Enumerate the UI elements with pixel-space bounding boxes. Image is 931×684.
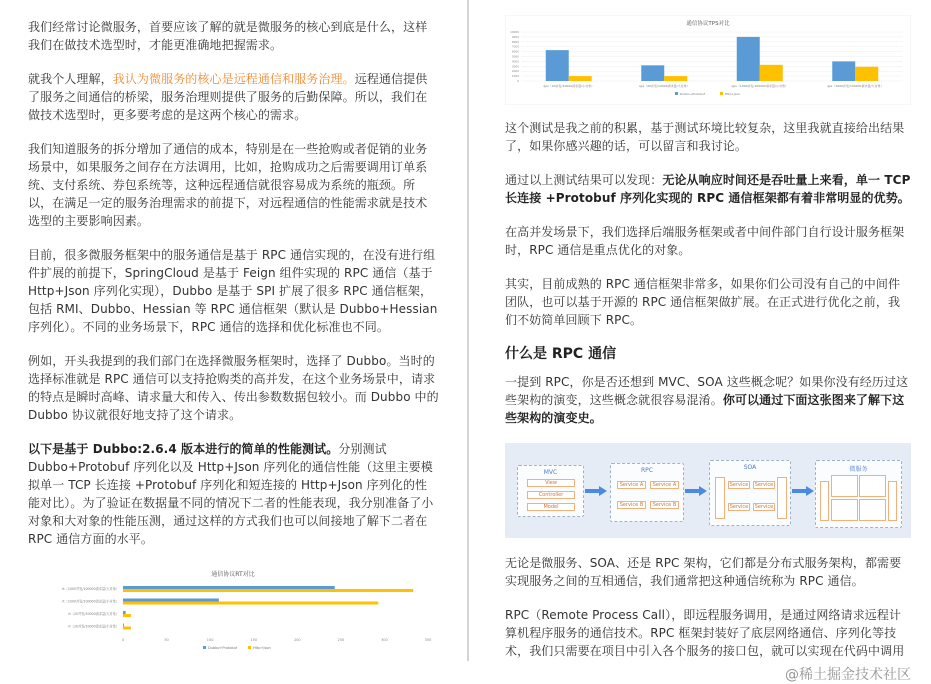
- soa-box: [709, 460, 791, 526]
- microservice-title: 微服务: [849, 466, 868, 473]
- bar-http-json: [123, 614, 131, 617]
- highlight-text: 我认为微服务的核心是远程通信和服务治理。: [112, 72, 355, 86]
- controller-box: Controller: [527, 491, 575, 499]
- service-box: Service A: [650, 481, 679, 489]
- rpc-title: RPC: [641, 467, 653, 474]
- x-category-label: qps（20并发/10000请求量/小对象）: [543, 84, 595, 88]
- text: 就我个人理解，: [28, 72, 113, 86]
- paragraph: RPC（Remote Process Call），即远程服务调用，是通过网络请求远程计算机程序服务的通信技术。RPC 框架封装好了底层网络通信、序列化等技术，我们只需要在项目中引入各个服务的接口包，就可以实现在代码中调用: [505, 608, 905, 658]
- right-page: [469, 0, 931, 683]
- chart-title: 通信协议TPS对比: [686, 21, 730, 27]
- legend-swatch: [203, 646, 206, 649]
- bus-box: [777, 477, 787, 519]
- y-tick-label: 4000: [511, 59, 519, 64]
- paragraph: 我们经常讨论微服务，首要应该了解的就是微服务的核心到底是什么，这样我们在做技术选型时，才能更准确地把握需求。: [28, 20, 428, 52]
- bar-dubbo-protobuf: [123, 599, 219, 602]
- section-heading: 什么是 RPC 通信: [505, 346, 617, 362]
- soa-title: SOA: [743, 464, 757, 471]
- x-tick-label: 100: [206, 638, 214, 642]
- text: 一提到 RPC，你是否还想到 MVC、SOA 这些概念呢？如果你没有经历过这些架构的演变，这些概念就很容易混淆。: [505, 375, 909, 407]
- rt-bar-chart: [28, 564, 438, 654]
- gateway-box: [820, 481, 829, 521]
- paragraph: 我们知道服务的拆分增加了通信的成本，特别是在一些抢购或者促销的业务场景中，如果服务之间存在方法调用，比如，抢购成功之后需要调用订单系统、支付系统、券包系统等，这种远程通信就很容易成为系统的瓶颈。所以，在满足一定的服务治理需求的前提下，对远程通信的性能需求就是技术选型的主要影响因素。: [28, 142, 428, 228]
- rt-chart-container: [28, 564, 439, 654]
- y-tick-label: 1000: [511, 74, 519, 79]
- x-tick-label: 0: [121, 638, 125, 642]
- y-category-label: rt（1000并发/100000请求量/小对象）: [62, 599, 119, 604]
- legend-label: Http+Json: [253, 646, 271, 650]
- paragraph: [28, 440, 439, 548]
- bold-text: 你可以通过下面这张图来了解下这些架构的演变史。: [505, 393, 905, 425]
- legend-swatch: [720, 92, 723, 95]
- y-category-label: rt（1000并发/100000请求量/大对象）: [62, 587, 119, 591]
- y-category-label: rt（20并发/10000请求量/小对象）: [68, 624, 119, 629]
- paragraph: [28, 70, 439, 124]
- legend-swatch: [248, 646, 251, 649]
- mvc-title: MVC: [543, 469, 558, 476]
- y-tick-label: 10000: [510, 30, 519, 34]
- paragraph: 在高并发场景下，我们选择后端服务框架或者中间件部门自行设计服务框架时，RPC 通信是重点优化的对象。: [505, 225, 905, 257]
- mvc-box: [517, 465, 584, 517]
- paragraph: 例如，开头我提到的我们部门在选择微服务框架时，选择了 Dubbo。当时的选择标准就是 RPC 通信可以支持抢购类的高并发，在这个业务场景中，请求的特点是瞬时高峰、请求量大和传入、传出参数数据包较小。而 Dubbo 中的 Dubbo 协议就很好地支持了这个请求。: [28, 354, 439, 422]
- text: 分别测试 Dubbo+Protobuf 序列化以及 Http+Json 序列化的通信性能（这里主要模拟单一 TCP 长连接 +Protobuf 序列化和短连接的 Http+Json 序列化的性能对比）。为了验证在数据量不同的情况下二者的性能表现，我分别准备了小对象和大对象的性能压测，通过这样的方式我们也可以间接地了解下二者在 RPC 通信方面的水平。: [28, 442, 434, 546]
- text: 远程通信提供了服务之间通信的桥梁，服务治理则提供了服务的后勤保障。所以，我们在做技术选型时，更多要考虑的是这两个核心的需求。: [28, 72, 428, 122]
- tps-bar-chart: [505, 15, 911, 105]
- bus-box: [715, 477, 725, 519]
- y-tick-label: 3000: [511, 64, 519, 69]
- bar-dubbo-protobuf: [546, 50, 569, 81]
- service-box: Service: [754, 504, 774, 510]
- bar-dubbo-protobuf: [123, 624, 124, 627]
- service-box: Service: [729, 482, 749, 488]
- service-group-box: [859, 499, 886, 521]
- x-tick-label: 50: [164, 638, 169, 642]
- bar-http-json: [569, 76, 592, 81]
- paragraph: [505, 171, 911, 207]
- y-tick-label: 6000: [511, 49, 519, 54]
- chart-title: 通信协议RT对比: [211, 571, 255, 578]
- legend-label: Dubbo+Protobuf: [208, 646, 238, 650]
- paragraph: 目前，很多微服务框架中的服务通信是基于 RPC 通信实现的，在没有进行组件扩展的前提下，SpringCloud 是基于 Feign 组件实现的 RPC 通信（基于 Http+Json 序列化实现），Dubbo 是基于 SPI 扩展了很多 RPC 通信框架，包括 RMI、Dubbo、Hessian 等 RPC 通信框架（默认是 Dubbo+Hessian 序列化）。不同的业务场景下，RPC 通信的选择和优化标准也不同。: [28, 248, 438, 334]
- service-box: Service A: [617, 481, 646, 489]
- bar-http-json: [760, 65, 783, 81]
- arrow-icon: [685, 486, 707, 496]
- bar-http-json: [123, 627, 131, 630]
- legend-swatch: [675, 92, 678, 95]
- bold-text: 无论从响应时间还是吞吐量上来看，单一 TCP 长连接 +Protobuf 序列化实现的 RPC 通信框架都有着非常明显的优势。: [505, 173, 911, 205]
- bar-http-json: [123, 589, 413, 592]
- architecture-evolution-diagram: [505, 443, 911, 538]
- model-box: Model: [527, 503, 575, 511]
- view-box: View: [527, 479, 575, 487]
- legend-label: Http+Json: [725, 92, 741, 96]
- bar-dubbo-protobuf: [123, 586, 335, 589]
- text: 通过以上测试结果可以发现：: [505, 173, 663, 187]
- registry-box: [888, 481, 897, 521]
- service-box: Service: [754, 482, 774, 488]
- x-tick-label: 150: [250, 638, 258, 642]
- bar-dubbo-protobuf: [123, 611, 126, 614]
- arrow-icon: [585, 486, 607, 496]
- y-tick-label: 2000: [511, 69, 519, 74]
- watermark: @稀土掘金技术社区: [785, 667, 911, 683]
- y-tick-label: 0: [517, 79, 519, 83]
- y-tick-label: 5000: [511, 54, 519, 59]
- x-category-label: qps（1000并发/100000请求量/大对象）: [827, 84, 884, 88]
- x-category-label: qps（1000并发/100000请求量/小对象）: [731, 84, 788, 88]
- bar-dubbo-protobuf: [737, 37, 760, 81]
- y-tick-label: 9000: [511, 34, 519, 39]
- paragraph: [505, 373, 911, 427]
- service-group-box: [831, 475, 858, 497]
- x-tick-label: 300: [381, 638, 388, 642]
- bar-http-json: [664, 76, 687, 81]
- bar-http-json: [855, 67, 878, 81]
- bar-http-json: [123, 602, 378, 605]
- service-box: Service B: [650, 501, 679, 509]
- x-category-label: qps（20并发/10000请求量/大对象）: [638, 84, 690, 88]
- rpc-box: [610, 463, 684, 522]
- y-tick-label: 8000: [511, 39, 519, 44]
- left-page: [0, 0, 467, 661]
- paragraph: 无论是微服务、SOA、还是 RPC 架构，它们都是分布式服务架构，都需要实现服务之间的互相通信，我们通常把这种通信统称为 RPC 通信。: [505, 556, 902, 588]
- legend-label: Dubbo+Protobuf: [680, 92, 706, 96]
- bold-text: 以下是基于 Dubbo:2.6.4 版本进行的简单的性能测试。: [28, 442, 339, 456]
- bar-dubbo-protobuf: [832, 61, 855, 81]
- service-group-box: [831, 499, 858, 521]
- x-tick-label: 200: [293, 638, 301, 642]
- bar-dubbo-protobuf: [641, 65, 664, 81]
- x-tick-label: 250: [337, 638, 345, 642]
- arrow-icon: [792, 486, 814, 496]
- service-group-box: [859, 475, 886, 497]
- microservice-box: [815, 460, 902, 528]
- x-tick-label: 350: [424, 638, 432, 642]
- paragraph: 这个测试是我之前的积累，基于测试环境比较复杂，这里我就直接给出结果了，如果你感兴趣的话，可以留言和我讨论。: [505, 121, 905, 153]
- y-tick-label: 7000: [511, 44, 519, 49]
- service-box: Service B: [617, 501, 646, 509]
- y-category-label: rt（20并发/10000请求量/大对象）: [68, 612, 119, 616]
- service-box: Service: [729, 504, 749, 510]
- tps-chart-container: [505, 15, 911, 105]
- paragraph: 其实，目前成熟的 RPC 通信框架非常多，如果你们公司没有自己的中间件团队，也可以基于开源的 RPC 通信框架做扩展。在正式进行优化之前，我们不妨简单回顾下 RPC。: [505, 277, 901, 327]
